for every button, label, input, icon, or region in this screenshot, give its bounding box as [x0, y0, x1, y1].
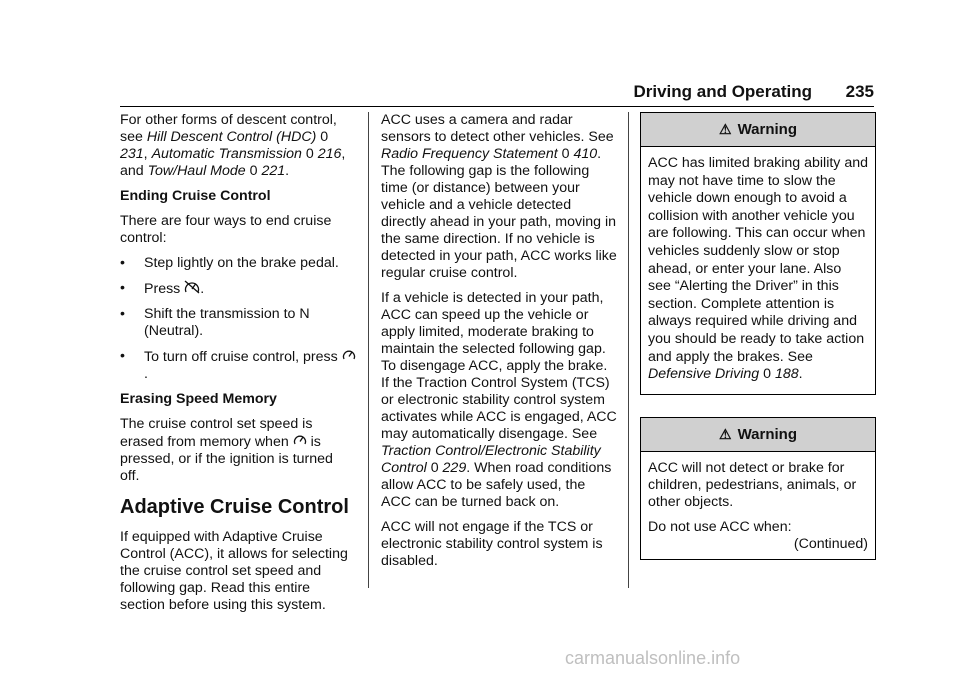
- warning-header: ⚠ Warning: [641, 418, 875, 452]
- page-ref-arrow: 0: [561, 146, 570, 162]
- column-divider: [628, 112, 629, 588]
- watermark: carmanualsonline.info: [565, 648, 741, 668]
- page-ref-arrow: 0: [763, 366, 772, 383]
- continued-label: (Continued): [793, 535, 868, 552]
- ending-cruise-heading: Ending Cruise Control: [120, 188, 271, 204]
- cruise-on-off-icon: [293, 433, 307, 447]
- bullet-marker: •: [120, 348, 125, 364]
- acc-section-title: Adaptive Cruise Control: [120, 496, 349, 518]
- acc-sensors-paragraph: ACC uses a camera and radar sensors to detect other vehicles. See Radio Frequency Statement 0 410. The following gap is the following time (or distance) between your vehicle and a vehicle detected directly ahead in your path, moving in the same direction. If no vehicle is detected in your path, ACC works like regular cruise control.: [381, 112, 617, 281]
- list-item: • Press .: [120, 280, 205, 297]
- acc-intro-paragraph: If equipped with Adaptive Cruise Control (ACC), it allows for selecting the cruise control set speed and following gap. Read this entire section before using this system.: [120, 529, 348, 613]
- link-tow-haul-mode[interactable]: Tow/Haul Mode: [147, 163, 246, 179]
- link-page[interactable]: 221: [261, 163, 286, 179]
- warning-icon: ⚠: [719, 121, 732, 137]
- link-automatic-transmission[interactable]: Automatic Transmission: [151, 146, 302, 162]
- acc-braking-paragraph: If a vehicle is detected in your path, ACC can speed up the vehicle or apply limited, moderate braking to maintain the selected following gap. To disengage ACC, apply the brake. If the Traction Control System (TCS) or electronic stability control system activates while ACC is engaged, ACC may automatically disengage. See Traction Control/Electronic Stability Control 0 229. When road conditions allow ACC to be safely used, the ACC can be turned back on.: [381, 290, 617, 510]
- warning-box: [640, 417, 876, 560]
- cruise-on-off-icon: [342, 348, 356, 362]
- page-ref-arrow: 0: [430, 460, 439, 476]
- link-page[interactable]: 188: [774, 366, 799, 383]
- bullet-marker: •: [120, 306, 125, 322]
- list-item: • Step lightly on the brake pedal.: [120, 255, 339, 271]
- list-item: • Shift the transmission to N (Neutral).: [120, 306, 310, 339]
- link-hill-descent-control[interactable]: Hill Descent Control (HDC): [146, 129, 317, 145]
- column-3: [640, 112, 876, 560]
- section-title: Driving and Operating: [633, 82, 812, 101]
- warning-header: ⚠ Warning: [641, 113, 875, 147]
- link-radio-frequency-statement[interactable]: Radio Frequency Statement: [381, 146, 558, 162]
- cruise-cancel-icon: [184, 280, 200, 294]
- acc-engage-paragraph: ACC will not engage if the TCS or electronic stability control system is disabled.: [381, 519, 603, 569]
- bullet-marker: •: [120, 255, 125, 271]
- warning-box: [640, 112, 876, 395]
- link-page[interactable]: 231: [120, 146, 144, 162]
- list-item: • To turn off cruise control, press .: [120, 348, 356, 383]
- link-defensive-driving[interactable]: Defensive Driving: [648, 366, 760, 383]
- page-ref-arrow: 0: [305, 146, 314, 162]
- erasing-speed-text: The cruise control set speed is erased from memory when is pressed, or if the ignition is turned off.: [120, 416, 333, 484]
- bullet-marker: •: [120, 280, 125, 296]
- descent-control-paragraph: For other forms of descent control, see Hill Descent Control (HDC) 0 231, Automatic Transmission 0 216, and Tow/Haul Mode 0 221.: [120, 112, 346, 179]
- header-rule: [120, 106, 874, 107]
- column-1: [120, 112, 356, 622]
- page-ref-arrow: 0: [320, 129, 329, 145]
- warning-body: ACC has limited braking ability and may not have time to slow the vehicle down enough to avoid a collision with another vehicle you are following. This can occur when vehicles suddenly slow or stop ahead, or enter your lane. Also see “Alerting the Driver” in this section. Complete attention is always required while driving and you should be ready to take action and apply the brakes. See Defensive Driving 0 188.: [648, 155, 869, 383]
- ending-cruise-text: There are four ways to end cruise control:: [120, 213, 332, 246]
- warning-body: ACC will not detect or brake for children, pedestrians, animals, or other objects. Do not use ACC when: (Continued): [648, 459, 868, 552]
- page-ref-arrow: 0: [249, 163, 258, 179]
- column-divider: [368, 112, 369, 588]
- link-page[interactable]: 229: [442, 460, 467, 476]
- link-page[interactable]: 410: [573, 146, 598, 162]
- erasing-speed-heading: Erasing Speed Memory: [120, 391, 277, 407]
- page-number: 235: [845, 82, 874, 101]
- link-page[interactable]: 216: [317, 146, 342, 162]
- link-traction-control[interactable]: Traction Control/Electronic Stability Control: [381, 443, 601, 476]
- page-header: [120, 82, 874, 104]
- column-2: [381, 112, 617, 578]
- warning-icon: ⚠: [719, 425, 732, 442]
